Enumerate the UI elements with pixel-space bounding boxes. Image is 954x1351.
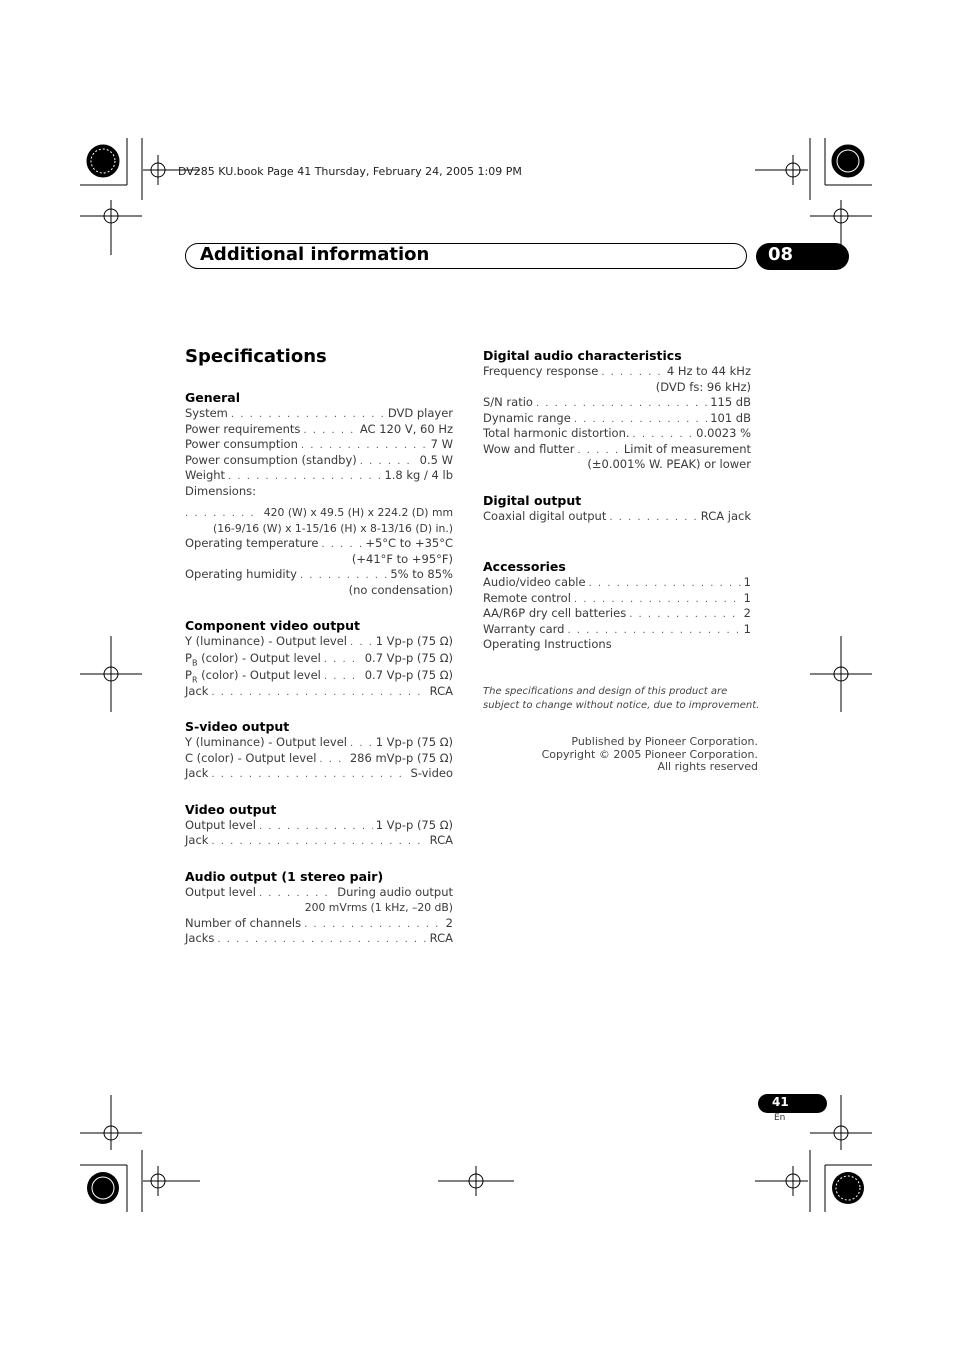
spec-row [483,426,751,442]
spec-row [185,634,453,650]
spec-value: DVD player [387,406,453,420]
spec-value: 0.5 W [419,452,453,467]
video-heading: Video output [185,801,277,817]
spec-label: Frequency response [483,364,599,378]
svideo-heading: S-video output [185,719,290,734]
spec-value: 1 Vp-p (75 Ω) [375,817,453,832]
spec-row [185,916,453,932]
dimensions-label: Dimensions: [185,483,256,498]
spec-label: Power requirements [185,421,301,436]
spec-value: RCA [429,931,453,945]
spec-label: Power consumption [185,437,298,451]
spec-value: S-video [410,766,453,780]
corner-target-bottom-left [87,1172,119,1204]
spec-row [185,406,453,422]
temp-label: Operating temperature [185,536,319,550]
spec-value: AC 120 V, 60 Hz [359,421,453,436]
spec-row [483,575,751,591]
spec-row [185,505,453,521]
spec-row [185,468,453,484]
spec-value: 1 Vp-p (75 Ω) [375,634,453,648]
accessories-last: Operating Instructions [483,637,612,651]
spec-label: Output level [185,817,256,832]
spec-row [483,442,751,458]
temp-value-f: (+41°F to +95°F) [351,551,453,566]
spec-row [185,437,453,453]
pr-label: (color) - Output level [197,667,321,682]
copyright-line: Copyright © 2005 Pioneer Corporation. [541,747,758,761]
general-rows [185,406,453,484]
chapter-title: Additional information [200,244,430,265]
spec-label: Jack [185,683,209,698]
spec-value: Limit of measurement [623,441,751,456]
spec-value: 101 dB [710,410,751,425]
spec-value: 115 dB [710,395,751,409]
pb-label: (color) - Output level [197,650,321,665]
digital-output-section [483,493,751,525]
spec-value: 1 Vp-p (75 Ω) [375,735,453,749]
spec-value: 1 [743,621,751,636]
dimensions-value: 420 (W) x 49.5 (H) x 224.2 (D) mm [263,506,453,519]
spec-row [185,422,453,438]
spec-row [185,735,453,751]
audio-level-cont: 200 mVrms (1 kHz, –20 dB) [304,901,453,914]
spec-value: 7 W [430,437,453,451]
svideo-rows [185,735,453,782]
chapter-number-badge: 08 [756,243,849,270]
general-heading: General [185,390,240,405]
dimensions-inches: (16-9/16 (W) x 1-15/16 (H) x 8-13/16 (D) in.) [213,521,453,535]
freq-cont: (DVD fs: 96 kHz) [655,379,751,394]
spec-row [483,411,751,427]
spec-row [185,453,453,469]
spec-row [185,751,453,767]
spec-label: Y (luminance) - Output level [185,735,347,749]
accessories-section [483,559,751,653]
rights-line: All rights reserved [657,760,758,773]
spec-disclaimer-note: The specifications and design of this product are subject to change without notice, due to improvement. [483,686,760,711]
svideo-section [185,719,453,782]
spec-row [185,833,453,849]
component-video-section [185,618,453,699]
spec-label: Jacks [185,931,215,945]
spec-value: 0.0023 % [696,426,751,440]
digital-audio-heading: Digital audio characteristics [483,348,682,363]
spec-label: Warranty card [483,621,565,636]
spec-label: Audio/video cable [483,575,586,589]
book-info-line: DV285 KU.book Page 41 Thursday, February 24, 2005 1:09 PM [178,165,522,178]
pb-letter: P [185,650,192,665]
spec-label: Remote control [483,590,571,605]
humidity-note: (no condensation) [348,582,453,597]
corner-target-top-left [87,145,119,177]
component-heading: Component video output [185,618,361,633]
spec-value: 2 [743,606,751,620]
spec-row [185,667,453,684]
spec-label: Wow and flutter [483,441,575,456]
spec-label: Jack [185,766,209,780]
publisher-line: Published by Pioneer Corporation. [571,735,758,748]
pr-letter: P [185,667,192,682]
pb-subscript: B [191,657,198,667]
spec-value: RCA [429,833,453,847]
spec-row [185,818,453,834]
spec-label: Weight [185,468,226,482]
spec-row [185,567,453,583]
page-language: En [774,1113,786,1123]
accessories-heading: Accessories [483,559,566,574]
spec-row [185,650,453,667]
video-output-section [185,802,453,849]
spec-value: 0.7 Vp-p (75 Ω) [364,650,453,665]
spec-row [483,622,751,638]
spec-row [185,684,453,700]
spec-value: 2 [445,915,453,930]
right-column [483,348,751,653]
video-rows [185,818,453,849]
spec-label: Total harmonic distortion. [483,426,630,440]
audio-heading: Audio output (1 stereo pair) [185,868,384,884]
spec-label: AA/R6P dry cell batteries [483,606,627,620]
page-title: Specifications [185,346,327,367]
spec-label: Coaxial digital output [483,508,607,523]
spec-label: C (color) - Output level [185,750,317,765]
publisher-block [520,736,758,774]
temp-value: +5°C to +35°C [365,536,453,550]
spec-label: Jack [185,833,209,847]
wow-cont: (±0.001% W. PEAK) or lower [587,457,751,471]
spec-row [185,885,453,901]
digital-audio-section [483,348,751,473]
spec-label: Output level [185,884,256,899]
left-column [185,390,453,947]
spec-label: Power consumption (standby) [185,452,357,467]
spec-label: S/N ratio [483,395,533,409]
spec-row [483,395,751,411]
humidity-value: 5% to 85% [390,567,453,581]
spec-value: 286 mVp-p (75 Ω) [349,750,453,765]
spec-value: 4 Hz to 44 kHz [666,364,751,378]
general-section [185,390,453,598]
accessories-rows [483,575,751,637]
pr-subscript: R [191,674,198,684]
spec-value: During audio output [337,884,453,899]
spec-row [483,509,751,525]
audio-output-section [185,869,453,947]
spec-value: RCA jack [700,508,751,523]
spec-value: 1 [743,590,751,605]
spec-row [483,591,751,607]
corner-target-top-right [832,145,864,177]
spec-value: 0.7 Vp-p (75 Ω) [364,667,453,682]
spec-row [185,766,453,782]
spec-label: System [185,406,228,420]
digital-output-heading: Digital output [483,492,582,508]
spec-row [483,606,751,622]
spec-label: Y (luminance) - Output level [185,634,347,648]
humidity-label: Operating humidity [185,567,297,581]
spec-row [185,931,453,947]
spec-row [483,364,751,380]
spec-value: 1 [743,575,751,589]
spec-label: Dynamic range [483,410,571,425]
corner-target-bottom-right [832,1172,864,1204]
spec-value: RCA [429,683,453,698]
spec-value: 1.8 kg / 4 lb [384,468,453,482]
spec-row [185,536,453,552]
spec-label: Number of channels [185,915,302,930]
page-number-badge: 41 [758,1094,827,1113]
